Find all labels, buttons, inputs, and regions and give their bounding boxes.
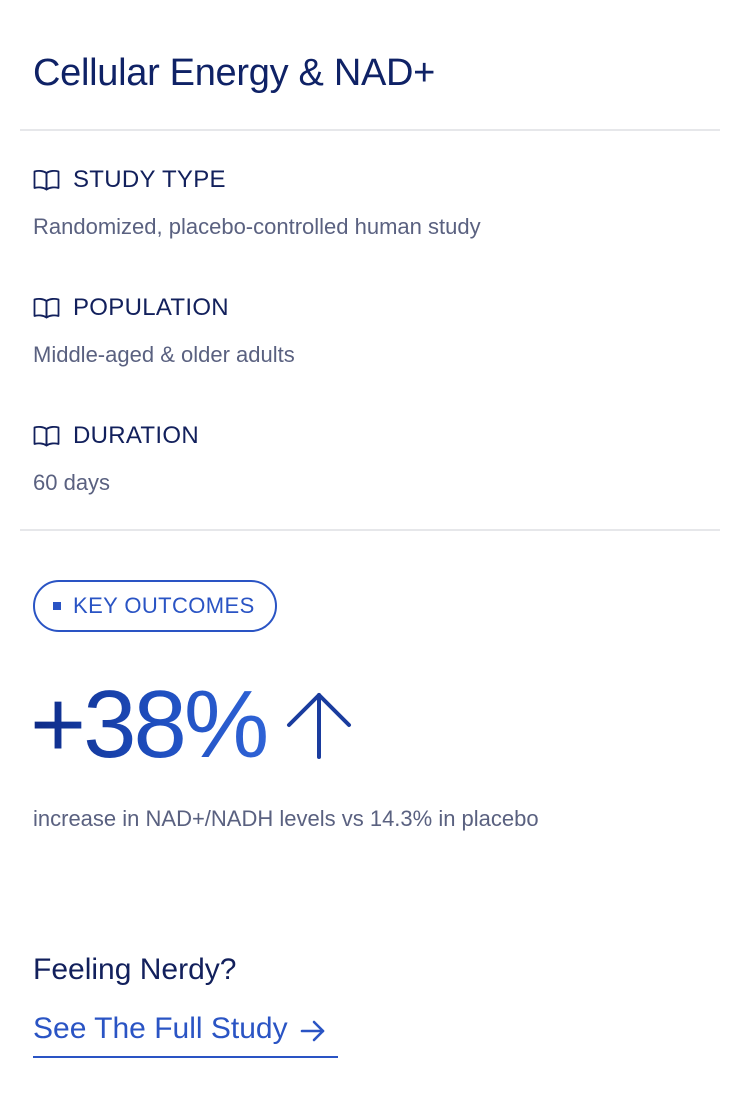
population-heading [33, 294, 229, 322]
key-outcomes-badge [33, 580, 277, 632]
study-type-value: Randomized, placebo-controlled human study [33, 214, 481, 239]
feeling-nerdy-prompt: Feeling Nerdy? [33, 953, 237, 986]
divider [20, 529, 720, 531]
population-value: Middle-aged & older adults [33, 342, 295, 367]
book-icon [33, 169, 60, 191]
page-title: Cellular Energy & NAD+ [33, 52, 436, 94]
study-type-label: STUDY TYPE [73, 166, 226, 193]
arrow-right-icon [300, 1017, 326, 1041]
study-type-heading [33, 166, 226, 194]
duration-label: DURATION [73, 422, 199, 449]
see-full-study-link[interactable] [33, 1012, 338, 1058]
see-full-study-label: See The Full Study [33, 1012, 288, 1045]
arrow-up-icon [284, 689, 354, 761]
duration-heading [33, 422, 199, 450]
divider [20, 129, 720, 131]
outcome-description: increase in NAD+/NADH levels vs 14.3% in placebo [33, 806, 539, 831]
book-icon [33, 425, 60, 447]
duration-value: 60 days [33, 470, 111, 495]
book-icon [33, 297, 60, 319]
population-label: POPULATION [73, 294, 229, 321]
square-bullet-icon [53, 602, 61, 610]
outcome-stat [30, 670, 354, 780]
key-outcomes-label: KEY OUTCOMES [73, 593, 255, 618]
outcome-stat-value: +38% [30, 671, 267, 778]
